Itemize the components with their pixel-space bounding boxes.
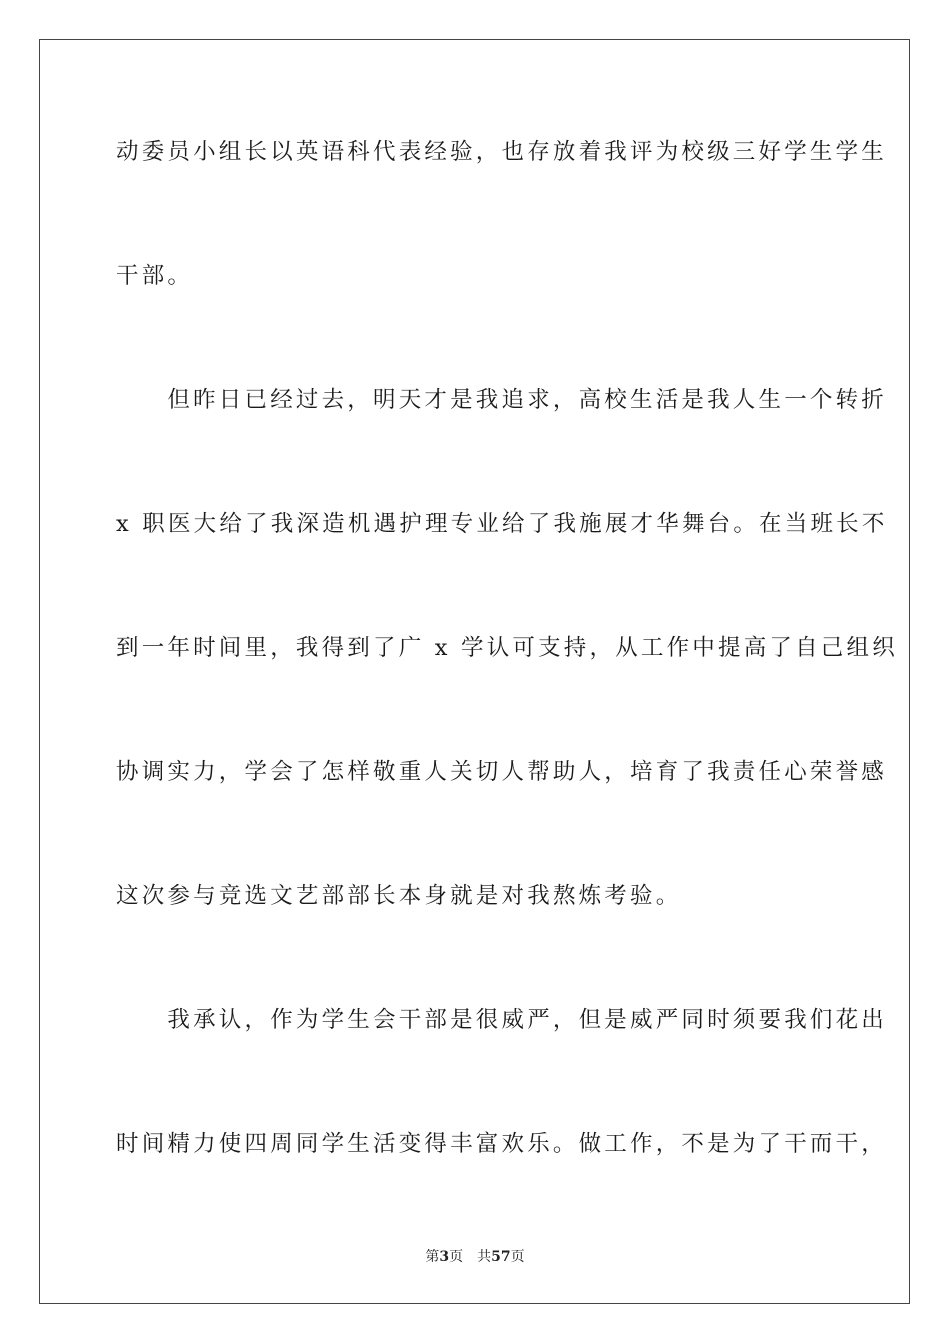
page-border	[39, 39, 910, 1304]
total-suffix: 页	[510, 1249, 525, 1265]
text-line: x 职医大给了我深造机遇护理专业给了我施展才华舞台。在当班长不	[116, 511, 888, 537]
text-line: 但昨日已经过去，明天才是我追求，高校生活是我人生一个转折	[116, 387, 888, 413]
text-line: 协调实力，学会了怎样敬重人关切人帮助人，培育了我责任心荣誉感	[116, 759, 888, 785]
page-number: 3	[439, 1249, 450, 1265]
text-line: 时间精力使四周同学生活变得丰富欢乐。做工作，不是为了干而干，	[116, 1131, 888, 1157]
page-prefix: 第	[425, 1249, 440, 1265]
total-pages: 57	[491, 1249, 511, 1265]
text-line: 干部。	[116, 263, 194, 289]
total-prefix: 共	[477, 1249, 492, 1265]
text-line: 动委员小组长以英语科代表经验，也存放着我评为校级三好学生学生	[116, 139, 888, 165]
page-suffix: 页	[449, 1249, 464, 1265]
page-footer	[0, 1248, 950, 1266]
text-line: 这次参与竞选文艺部部长本身就是对我熬炼考验。	[116, 883, 682, 909]
text-line: 到一年时间里，我得到了广 x 学认可支持，从工作中提高了自己组织	[116, 635, 898, 661]
text-line: 我承认，作为学生会干部是很威严，但是威严同时须要我们花出	[116, 1007, 888, 1033]
